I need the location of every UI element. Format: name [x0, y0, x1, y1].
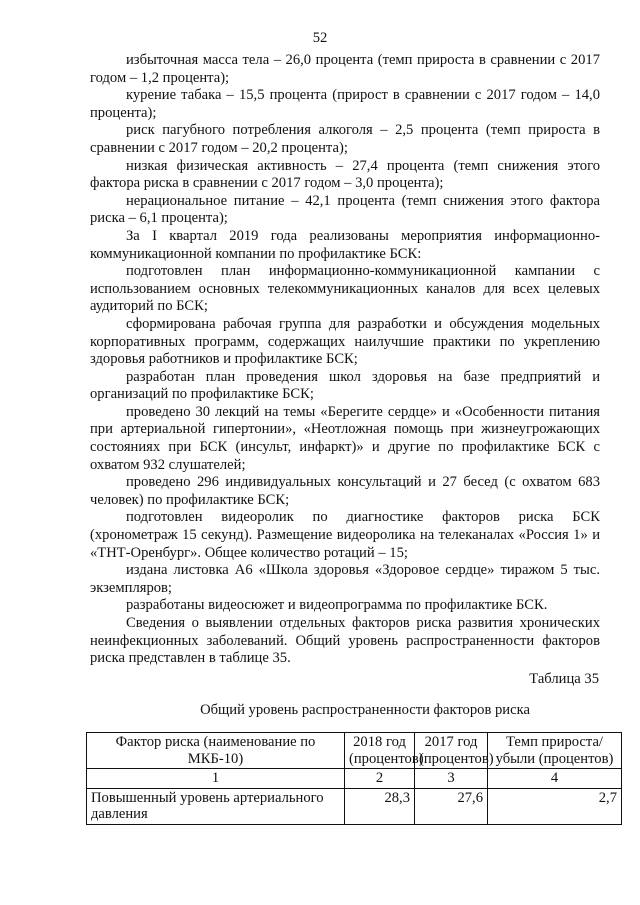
paragraph: курение табака – 15,5 процента (прирост в сравнении с 2017 годом – 14,0 процента);: [90, 87, 600, 121]
paragraph: нерациональное питание – 42,1 процента (темп снижения этого фактора риска – 6,1 процента);: [90, 192, 600, 227]
paragraph: низкая физическая активность – 27,4 процента (темп снижения этого фактора риска в сравнении с 2017 годом – 3,0 процента);: [90, 157, 600, 192]
column-header: 2017 год (процентов): [415, 733, 488, 769]
table-header-row: [87, 733, 622, 769]
body-text: [90, 52, 600, 668]
column-number: 4: [488, 769, 622, 789]
table-row: [87, 788, 622, 824]
column-number: 3: [415, 769, 488, 789]
paragraph: Сведения о выявлении отдельных факторов риска развития хронических неинфекционных заболеваний. Общий уровень распространенности факторов риска представлен в таблице 35.: [90, 615, 600, 667]
paragraph: проведено 296 индивидуальных консультаций и 27 бесед (с охватом 683 человек) по профилактике БСК;: [90, 474, 600, 508]
paragraph: За I квартал 2019 года реализованы мероприятия информационно-коммуникационной компании по профилактике БСК:: [90, 227, 600, 262]
paragraph: разработаны видеосюжет и видеопрограмма по профилактике БСК.: [126, 597, 548, 614]
column-number: 1: [87, 769, 345, 789]
paragraph: подготовлен видеоролик по диагностике факторов риска БСК (хронометраж 15 секунд). Размещение видеоролика на телеканалах «Россия 1» и «ТНТ-Оренбург». Общее количество ротаций – 15;: [90, 509, 600, 561]
paragraph: сформирована рабочая группа для разработки и обсуждения модельных корпоративных программ, содержащих наилучшие практики по укреплению здоровья работников и профилактике БСК;: [90, 315, 600, 368]
value-2017: 27,6: [415, 788, 488, 824]
risk-factor-table: [86, 732, 622, 825]
column-number: 2: [345, 769, 415, 789]
paragraph: риск пагубного потребления алкоголя – 2,5 процента (темп прироста в сравнении с 2017 годом – 20,2 процента);: [90, 122, 600, 156]
value-2018: 28,3: [345, 788, 415, 824]
paragraph: проведено 30 лекций на темы «Берегите сердце» и «Особенности питания при артериальной гипертонии», «Неотложная помощь при жизнеугрожающих состояниях при БСК (инсульт, инфаркт)» и другие по профилактике БСК с охватом 932 слушателей;: [90, 403, 600, 473]
table-label: Таблица 35: [529, 671, 599, 687]
column-header: 2018 год (процентов): [345, 733, 415, 769]
paragraph: избыточная масса тела – 26,0 процента (темп прироста в сравнении с 2017 годом – 1,2 процента);: [90, 52, 600, 86]
risk-factor-name: Повышенный уровень артериального давления: [87, 788, 345, 824]
column-header: Фактор риска (наименование по МКБ-10): [87, 733, 345, 769]
table-numbering-row: [87, 769, 622, 789]
paragraph: издана листовка А6 «Школа здоровья «Здоровое сердце» тиражом 5 тыс. экземпляров;: [90, 562, 600, 596]
paragraph: разработан план проведения школ здоровья на базе предприятий и организаций по профилактике БСК;: [90, 368, 600, 403]
growth-rate: 2,7: [488, 788, 622, 824]
column-header: Темп прироста/убыли (процентов): [488, 733, 622, 769]
paragraph: подготовлен план информационно-коммуникационной кампании с использованием основных телекоммуникационных каналов для всех целевых аудиторий по БСК;: [90, 263, 600, 315]
table-title: Общий уровень распространенности факторов риска: [200, 702, 530, 718]
page-number: 52: [312, 30, 328, 46]
